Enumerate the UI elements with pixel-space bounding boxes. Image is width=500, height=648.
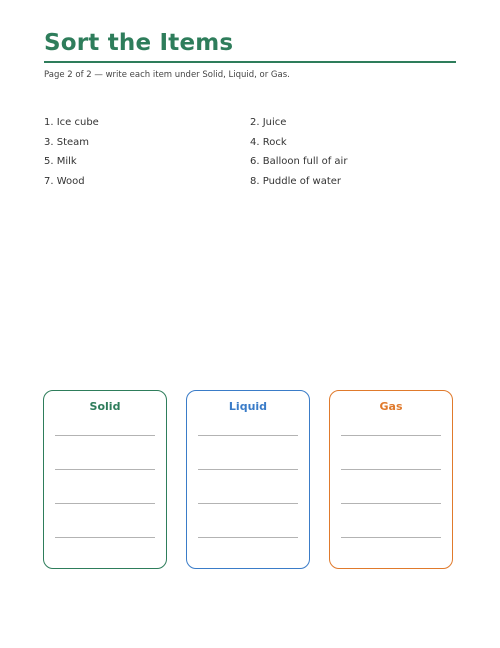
answer-line[interactable] [198,503,298,504]
answer-line[interactable] [55,537,155,538]
list-item: 8. Puddle of water [250,175,342,187]
answer-line[interactable] [55,503,155,504]
liquid-box [186,390,310,569]
answer-line[interactable] [341,537,441,538]
item-list [44,116,456,189]
answer-line[interactable] [341,435,441,436]
answer-line[interactable] [198,435,298,436]
list-item: 4. Rock [250,136,287,148]
answer-line[interactable] [55,469,155,470]
gas-heading: Gas [379,400,403,413]
answer-line[interactable] [198,469,298,470]
list-item: 6. Balloon full of air [250,156,348,167]
answer-line[interactable] [341,503,441,504]
instructions-text: Page 2 of 2 — write each item under Solid, Liquid, or Gas. [44,70,290,80]
answer-line[interactable] [55,435,155,436]
list-item: 2. Juice [250,117,287,128]
answer-line[interactable] [341,469,441,470]
list-item: 1. Ice cube [44,117,99,128]
liquid-heading: Liquid [228,400,268,413]
solid-box [43,390,167,569]
page-title: Sort the Items [44,30,234,56]
answer-line[interactable] [198,537,298,538]
gas-box [329,390,453,569]
list-item: 5. Milk [44,156,77,167]
solid-heading: Solid [89,400,121,413]
title-divider [44,61,456,63]
list-item: 3. Steam [44,136,90,148]
list-item: 7. Wood [44,175,85,187]
